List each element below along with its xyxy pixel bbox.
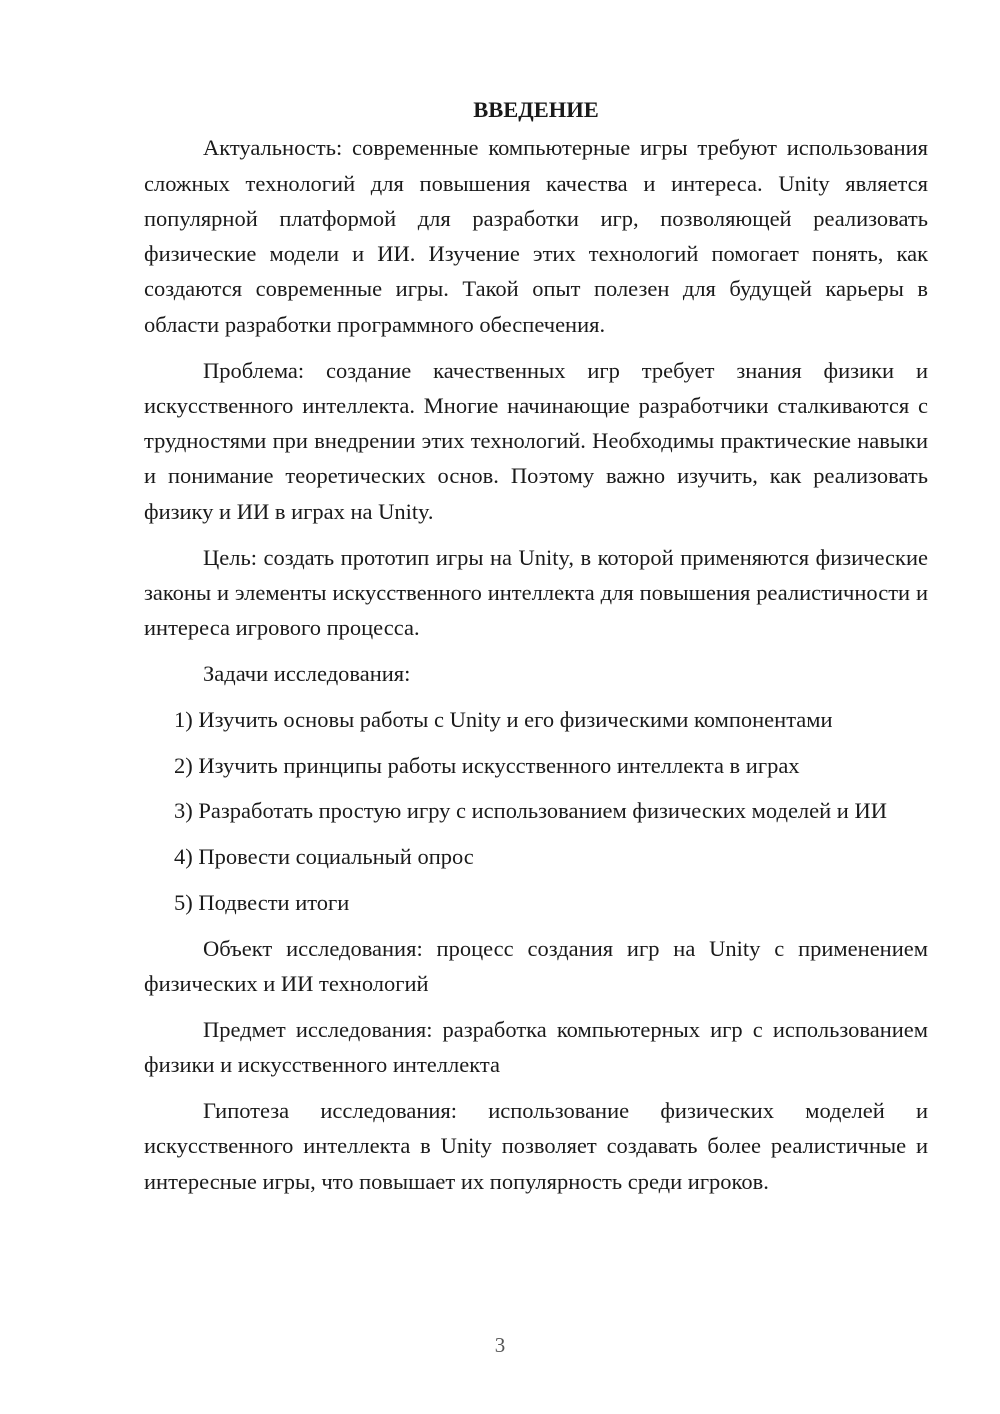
task-item-2: 2) Изучить принципы работы искусственного интеллекта в играх <box>174 752 800 778</box>
paragraph-object: Объект исследования: процесс создания игр на Unity с применением физических и ИИ технологий <box>144 935 928 997</box>
task-item-3: 3) Разработать простую игру с использованием физических моделей и ИИ <box>174 798 887 824</box>
paragraph-subject: Предмет исследования: разработка компьютерных игр с использованием физики и искусственного интеллекта <box>144 1016 928 1078</box>
page-content <box>144 92 928 1209</box>
paragraph-problem: Проблема: создание качественных игр требует знания физики и искусственного интеллекта. Многие начинающие разработчики сталкиваются с трудностями при внедрении этих технологий. Необходимы практические навыки и понимание теоретических основ. Поэтому важно изучить, как реализовать физику и ИИ в играх на Unity. <box>144 357 928 524</box>
task-item-4: 4) Провести социальный опрос <box>174 844 474 870</box>
task-item-1: 1) Изучить основы работы с Unity и его физическими компонентами <box>174 706 833 732</box>
paragraph-hypothesis: Гипотеза исследования: использование физических моделей и искусственного интеллекта в Unity позволяет создавать более реалистичные и интересные игры, что повышает их популярность среди игроков. <box>144 1097 928 1194</box>
page-number: 3 <box>494 1333 506 1357</box>
task-item-5: 5) Подвести итоги <box>174 889 350 915</box>
section-title: ВВЕДЕНИЕ <box>473 97 599 122</box>
paragraph-relevance: Актуальность: современные компьютерные игры требуют использования сложных технологий для повышения качества и интереса. Unity является популярной платформой для разработки игр, позволяющей реализовать физические модели и ИИ. Изучение этих технологий помогает понять, как создаются современные игры. Такой опыт полезен для будущей карьеры в области разработки программного обеспечения. <box>144 135 928 337</box>
paragraph-goal: Цель: создать прототип игры на Unity, в которой применяются физические законы и элементы искусственного интеллекта для повышения реалистичности и интереса игрового процесса. <box>144 544 928 641</box>
tasks-heading: Задачи исследования: <box>203 660 411 686</box>
